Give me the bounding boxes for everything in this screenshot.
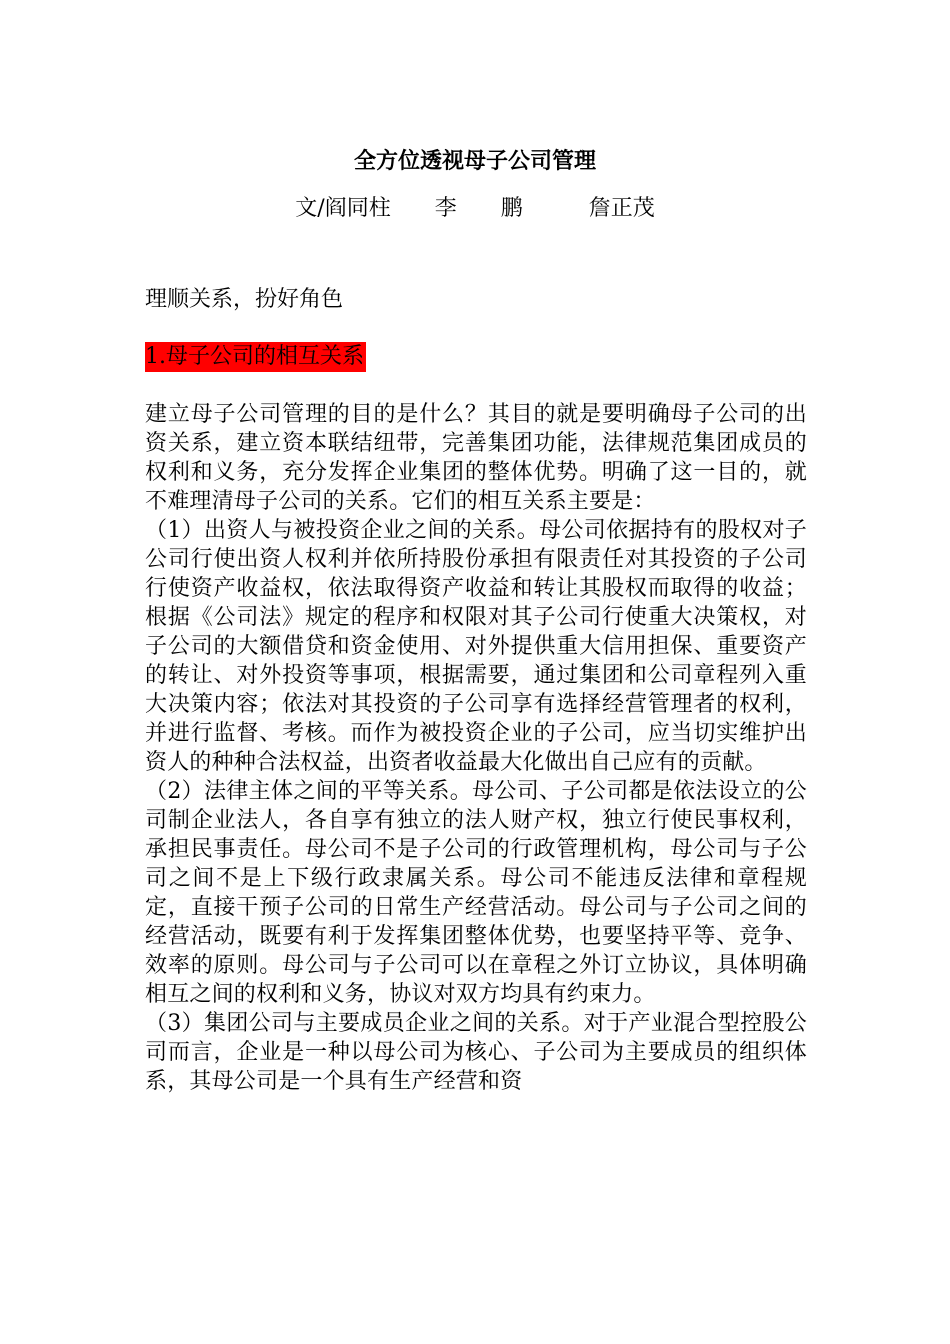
section-heading: 理顺关系，扮好角色 [145,287,344,312]
paragraph-item-2: （2）法律主体之间的平等关系。母公司、子公司都是依法设立的公司制企业法人，各自享有独立的法人财产权，独立行使民事权利，承担民事责任。母公司不是子公司的行政管理机构，母公司与子公司之间不是上下级行政隶属关系。母公司不能违反法律和章程规定，直接干预子公司的日常生产经营活动。母公司与子公司之间的经营活动，既要有利于发挥集团整体优势，也要坚持平等、竞争、效率的原则。母公司与子公司可以在章程之外订立协议，具体明确相互之间的权利和义务，协议对双方均具有约束力。 [145,779,807,1007]
paragraph-item-1: （1）出资人与被投资企业之间的关系。母公司依据持有的股权对子公司行使出资人权利并依所持股份承担有限责任对其投资的子公司行使资产收益权，依法取得资产收益和转让其股权而取得的收益；根据《公司法》规定的程序和权限对其子公司行使重大决策权，对子公司的大额借贷和资金使用、对外提供重大信用担保、重要资产的转让、对外投资等事项，根据需要，通过集团和公司章程列入重大决策内容；依法对其投资的子公司享有选择经营管理者的权利，并进行监督、考核。而作为被投资企业的子公司，应当切实维护出资人的种种合法权益，出资者收益最大化做出自己应有的贡献。 [145,518,807,775]
paragraph-intro: 建立母子公司管理的目的是什么？其目的就是要明确母子公司的出资关系，建立资本联结纽带，完善集团功能，法律规范集团成员的权利和义务，充分发挥企业集团的整体优势。明确了这一目的，就不难理清母子公司的关系。它们的相互关系主要是： [145,402,807,514]
document-title: 全方位透视母子公司管理 [353,148,596,174]
subsection-heading-highlighted: 1.母子公司的相互关系 [145,342,366,372]
body-text [145,400,807,1096]
paragraph-item-3: （3）集团公司与主要成员企业之间的关系。对于产业混合型控股公司而言，企业是一种以母公司为核心、子公司为主要成员的组织体系，其母公司是一个具有生产经营和资 [145,1011,807,1094]
document-authors: 文/阎同柱 李 鹏 詹正茂 [295,196,655,221]
